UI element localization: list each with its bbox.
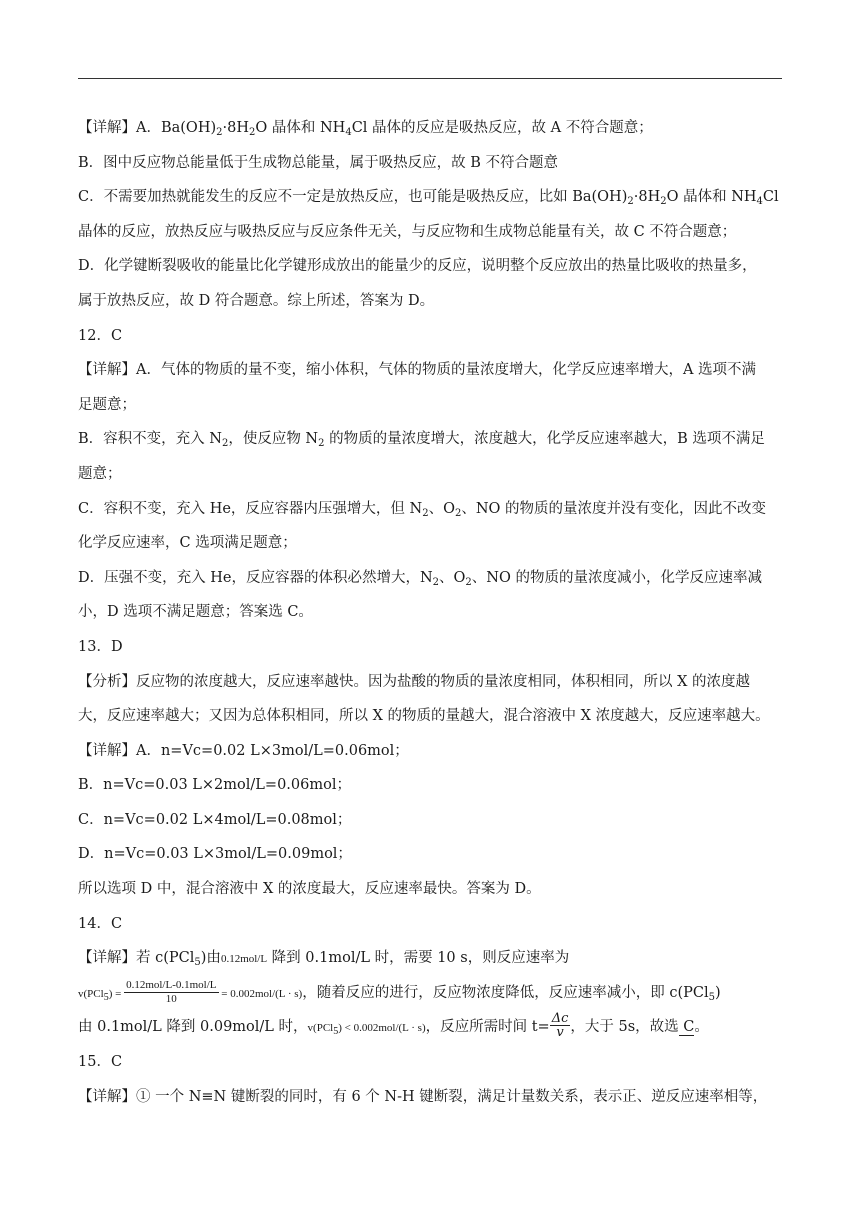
q11-detail-d1: D．化学键断裂吸收的能量比化学键形成放出的能量少的反应，说明整个反应放出的热量比吸收的热量多， [78,258,757,275]
q11-detail-c1: C．不需要加热就能发生的反应不一定是放热反应，也可能是吸热反应，比如 $Ba(OH)_2\cdot 8H_2O$ 晶体和 $NH_4Cl$ [78,189,779,208]
q11-detail-a: 【详解】A．$Ba(OH)_2\cdot 8H_2O$ 晶体和 $NH_4Cl$ 晶体的反应是吸热反应，故 A 不符合题意； [78,120,653,138]
time-fraction: $\frac{\Delta c}{v}$ [551,1010,569,1040]
q13-detail-b: B．n=Vc=0.03 L×2mol/L=0.06mol； [78,777,351,794]
q12-detail-c1: C．容积不变，充入 He，反应容器内压强增大，但 $N_2$、$O_2$、NO 的物质的量浓度并没有变化，因此不改变 [78,500,767,519]
answer-content [78,111,782,1114]
q15-heading: 15．C [78,1054,123,1071]
q12-heading: 12．C [78,327,123,344]
q15-detail-1: 【详解】① 一个 N≡N 键断裂的同时，有 6 个 N-H 键断裂，满足计量数关系，表示正、逆反应速率相等， [78,1088,768,1105]
q13-detail-d: D．n=Vc=0.03 L×3mol/L=0.09mol； [78,846,352,863]
q11-detail-b: B．图中反应物总能量低于生成物总能量，属于吸热反应，故 B 不符合题意 [78,154,559,171]
q12-detail-a1: 【详解】A．气体的物质的量不变，缩小体积，气体的物质的量浓度增大，化学反应速率增大，A 选项不满 [78,362,757,379]
q14-heading: 14．C [78,915,123,932]
q13-heading: 13．D [78,638,123,655]
q14-detail-2: v(PCl$_5$) = $\frac{\text{0.12mol/L-0.1mol/L}}{10}$ = 0.002mol/(L · s)，随着反应的进行，反应物浓度降低，反应速率减小，即 c(PCl$_5$) [78,978,721,1005]
q12-detail-b1: B．容积不变，充入 $N_2$，使反应物 $N_2$ 的物质的量浓度增大，浓度越大，化学反应速率越大，B 选项不满足 [78,431,765,450]
header-rule [78,78,782,79]
q13-detail-c: C．n=Vc=0.02 L×4mol/L=0.08mol； [78,811,352,828]
q11-detail-c2: 晶体的反应，放热反应与吸热反应与反应条件无关，与反应物和生成物总能量有关，故 C 不符合题意； [78,223,737,240]
q14-detail-3: 由 0.1mol/L 降到 0.09mol/L 时，v(PCl$_5$) < 0.002mol/(L · s)，反应所需时间 t= $\frac{\Delta c}{v}$ ，大于 5s，故选 C。 [78,1010,709,1040]
q12-detail-b2: 题意； [78,465,122,482]
q11-detail-d2: 属于放热反应，故 D 符合题意。综上所述，答案为 D。 [78,292,435,309]
q12-detail-a2: 足题意； [78,396,136,413]
q13-analysis-2: 大，反应速率越大；又因为总体积相同，所以 X 的物质的量越大，混合溶液中 X 浓度越大，反应速率越大。 [78,708,770,725]
q12-detail-c2: 化学反应速率，C 选项满足题意； [78,535,297,552]
q12-detail-d1: D．压强不变，充入 He，反应容器的体积必然增大，$N_2$、$O_2$、NO 的物质的量浓度减小，化学反应速率减 [78,569,762,588]
q13-conclusion: 所以选项 D 中，混合溶液中 X 的浓度最大，反应速率最快。答案为 D。 [78,881,541,898]
q13-detail-a: 【详解】A．n=Vc=0.02 L×3mol/L=0.06mol； [78,742,409,759]
q12-detail-d2: 小，D 选项不满足题意；答案选 C。 [78,604,313,621]
q13-analysis-1: 【分析】反应物的浓度越大，反应速率越快。因为盐酸的物质的量浓度相同，体积相同，所以 X 的浓度越 [78,673,751,690]
q14-detail-1: 【详解】若 c(PCl$_5$)由0.12mol/L 降到 0.1mol/L 时，需要 10 s，则反应速率为 [78,950,570,969]
rate-fraction: $\frac{\text{0.12mol/L-0.1mol/L}}{10}$ [126,978,217,1005]
